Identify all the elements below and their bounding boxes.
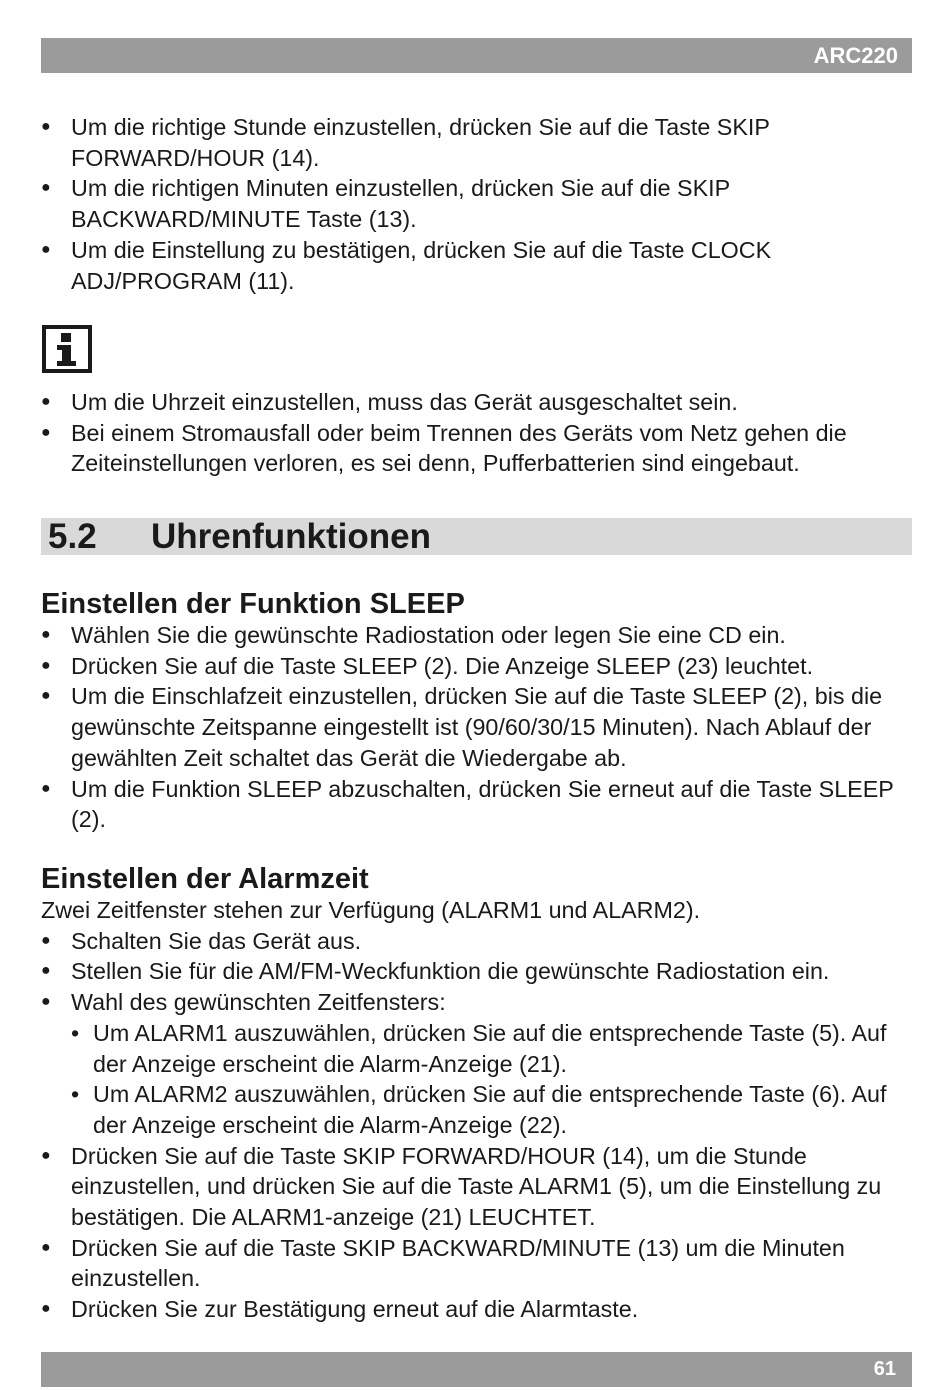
bullet-icon: ● (41, 687, 51, 705)
page-number: 61 (873, 1358, 896, 1380)
info-note (41, 387, 921, 479)
list-item: ● Um die Einschlafzeit einzustellen, drücken Sie auf die Taste SLEEP (2), bis die gewünschte Zeitspanne eingestellt ist (90/60/30/15 Minuten). Nach Ablauf der gewählten Zeit schaltet das Gerät die Wiedergabe ab. (41, 683, 883, 771)
intro-list (41, 112, 921, 296)
bullet-icon: ● (41, 240, 51, 258)
bullet-icon: ● (41, 1146, 51, 1164)
alarm-heading: Einstellen der Alarmzeit (41, 863, 369, 895)
list-item: ● Drücken Sie auf die Taste SKIP FORWARD/HOUR (14), um die Stunde einzustellen, und drücken Sie auf die Taste ALARM1 (5), um die Einstellung zu bestätigen. Die ALARM1-anzeige (21) LEUCHTET. (41, 1142, 882, 1231)
section-title: Uhrenfunktionen (151, 517, 431, 556)
sub-list-item: • Um ALARM1 auszuwählen, drücken Sie auf die entsprechende Taste (5). Auf der Anzeige erscheint die Alarm-Anzeige (21). (71, 1019, 887, 1077)
bullet-icon: ● (41, 423, 51, 441)
info-icon (42, 325, 92, 373)
sub-list-item: • Um ALARM2 auszuwählen, drücken Sie auf die entsprechende Taste (6). Auf der Anzeige erscheint die Alarm-Anzeige (22). (71, 1081, 887, 1138)
alarm-intro: Zwei Zeitfenster stehen zur Verfügung (ALARM1 und ALARM2). (41, 897, 701, 923)
list-item: ● Stellen Sie für die AM/FM-Weckfunktion die gewünschte Radiostation ein. (41, 956, 921, 987)
sub-bullet-icon: • (71, 1019, 80, 1046)
alarm-section (41, 863, 921, 1325)
bullet-icon: ● (41, 656, 51, 674)
list-item: ● Drücken Sie zur Bestätigung erneut auf die Alarmtaste. (41, 1294, 921, 1325)
list-item: ● Um die richtige Stunde einzustellen, drücken Sie auf die Taste SKIP FORWARD/HOUR (14). (41, 114, 770, 171)
header-bar (41, 38, 912, 73)
bullet-icon: ● (41, 779, 51, 797)
list-item: ● Um die Einstellung zu bestätigen, drücken Sie auf die Taste CLOCK ADJ/PROGRAM (11). (41, 236, 772, 294)
sleep-heading: Einstellen der Funktion SLEEP (41, 588, 465, 620)
list-item: ● Wählen Sie die gewünschte Radiostation oder legen Sie eine CD ein. (41, 620, 921, 651)
bullet-icon: ● (41, 118, 51, 135)
bullet-icon: ● (41, 179, 51, 197)
bullet-icon: ● (41, 626, 51, 643)
info-glyph (46, 329, 88, 369)
list-item: ● Um die richtigen Minuten einzustellen, drücken Sie auf die SKIP BACKWARD/MINUTE Taste (13). (41, 175, 730, 233)
list-item: ● Drücken Sie auf die Taste SKIP BACKWARD/MINUTE (13) um die Minuten einzustellen. (41, 1234, 845, 1292)
list-item: ● Um die Uhrzeit einzustellen, muss das Gerät ausgeschaltet sein. (41, 387, 921, 418)
bullet-icon: ● (41, 962, 51, 980)
bullet-icon: ● (41, 993, 51, 1011)
sleep-section (41, 588, 921, 835)
list-item: ● Um die Funktion SLEEP abzuschalten, drücken Sie erneut auf die Taste SLEEP (2). (41, 775, 894, 833)
list-item: ● Wahl des gewünschten Zeitfensters: • Um ALARM1 auszuwählen, drücken Sie auf die entsprechende Taste (5). Auf der Anzeige erscheint die Alarm-Anzeige (21). • Um ALARM2 auszuwählen, drücken Sie auf die entsprechende Taste (6). Auf der Anzeige erscheint die Alarm-Anzeige (22). (41, 987, 921, 1141)
bullet-icon: ● (41, 393, 51, 410)
bullet-icon: ● (41, 931, 51, 949)
section-heading (41, 518, 912, 555)
bullet-icon: ● (41, 1300, 51, 1318)
list-item: ● Schalten Sie das Gerät aus. (41, 926, 921, 957)
section-number: 5.2 (48, 517, 97, 556)
list-item: ● Bei einem Stromausfall oder beim Trennen des Geräts vom Netz gehen die Zeiteinstellungen verloren, es sei denn, Pufferbatterien sind eingebaut. (41, 419, 847, 477)
bullet-icon: ● (41, 1238, 51, 1256)
list-item: ● Drücken Sie auf die Taste SLEEP (2). Die Anzeige SLEEP (23) leuchtet. (41, 651, 921, 682)
model-name: ARC220 (813, 43, 898, 68)
sub-bullet-icon: • (71, 1081, 80, 1108)
footer-bar (41, 1352, 912, 1387)
